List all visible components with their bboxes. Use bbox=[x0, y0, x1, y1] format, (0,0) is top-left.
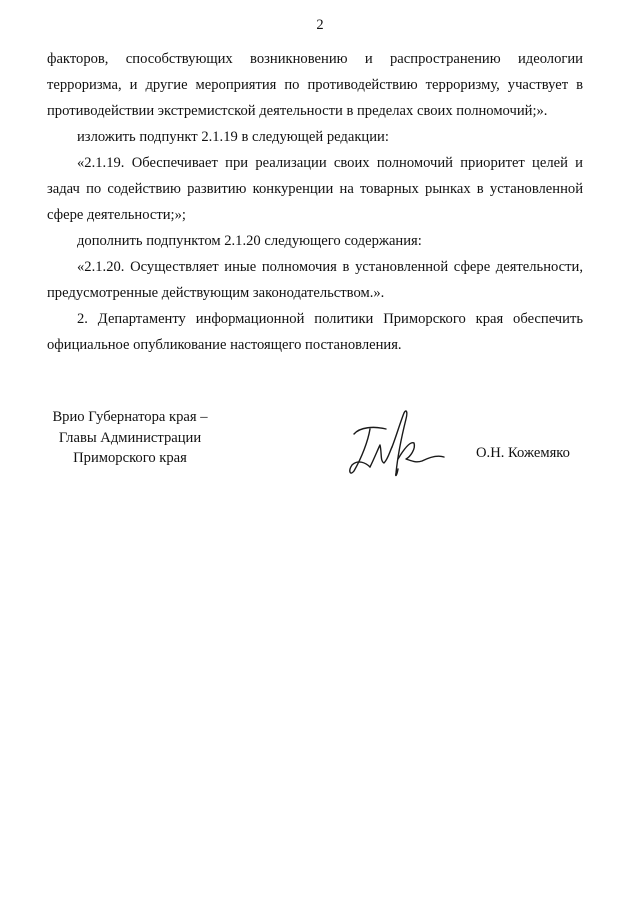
document-body bbox=[47, 46, 583, 358]
signatory-title-line: Приморского края bbox=[73, 450, 187, 466]
paragraph-add-2-1-20: дополнить подпунктом 2.1.20 следующего содержания: bbox=[77, 233, 422, 249]
signatory-title bbox=[30, 407, 230, 469]
signature-block bbox=[0, 407, 640, 487]
paragraph-2-1-20-text: «2.1.20. Осуществляет иные полномочия в установленной сфере деятельности, предусмотренные действующим законодательством.». bbox=[47, 259, 583, 301]
signatory-title-line: Главы Администрации bbox=[58, 429, 202, 446]
signatory-name: О.Н. Кожемяко bbox=[476, 445, 570, 461]
page-number: 2 bbox=[316, 17, 324, 33]
paragraph-publication-order: 2. Департаменту информационной политики Приморского края обеспечить официальное опубликование настоящего постановления. bbox=[47, 311, 583, 353]
paragraph-amend-2-1-19: изложить подпункт 2.1.19 в следующей редакции: bbox=[77, 129, 389, 145]
signatory-title-line: Врио Губернатора края – bbox=[52, 409, 208, 425]
handwritten-signature bbox=[340, 401, 450, 481]
paragraph-2-1-19-text: «2.1.19. Обеспечивает при реализации своих полномочий приоритет целей и задач по содействию развитию конкуренции на товарных рынках в установленной сфере деятельности;»; bbox=[47, 155, 583, 223]
paragraph-continuation: факторов, способствующих возникновению и распространению идеологии терроризма, и другие мероприятия по противодействию терроризму, участвует в противодействии экстремистской деятельности в пределах своих полномочий;». bbox=[47, 51, 583, 119]
